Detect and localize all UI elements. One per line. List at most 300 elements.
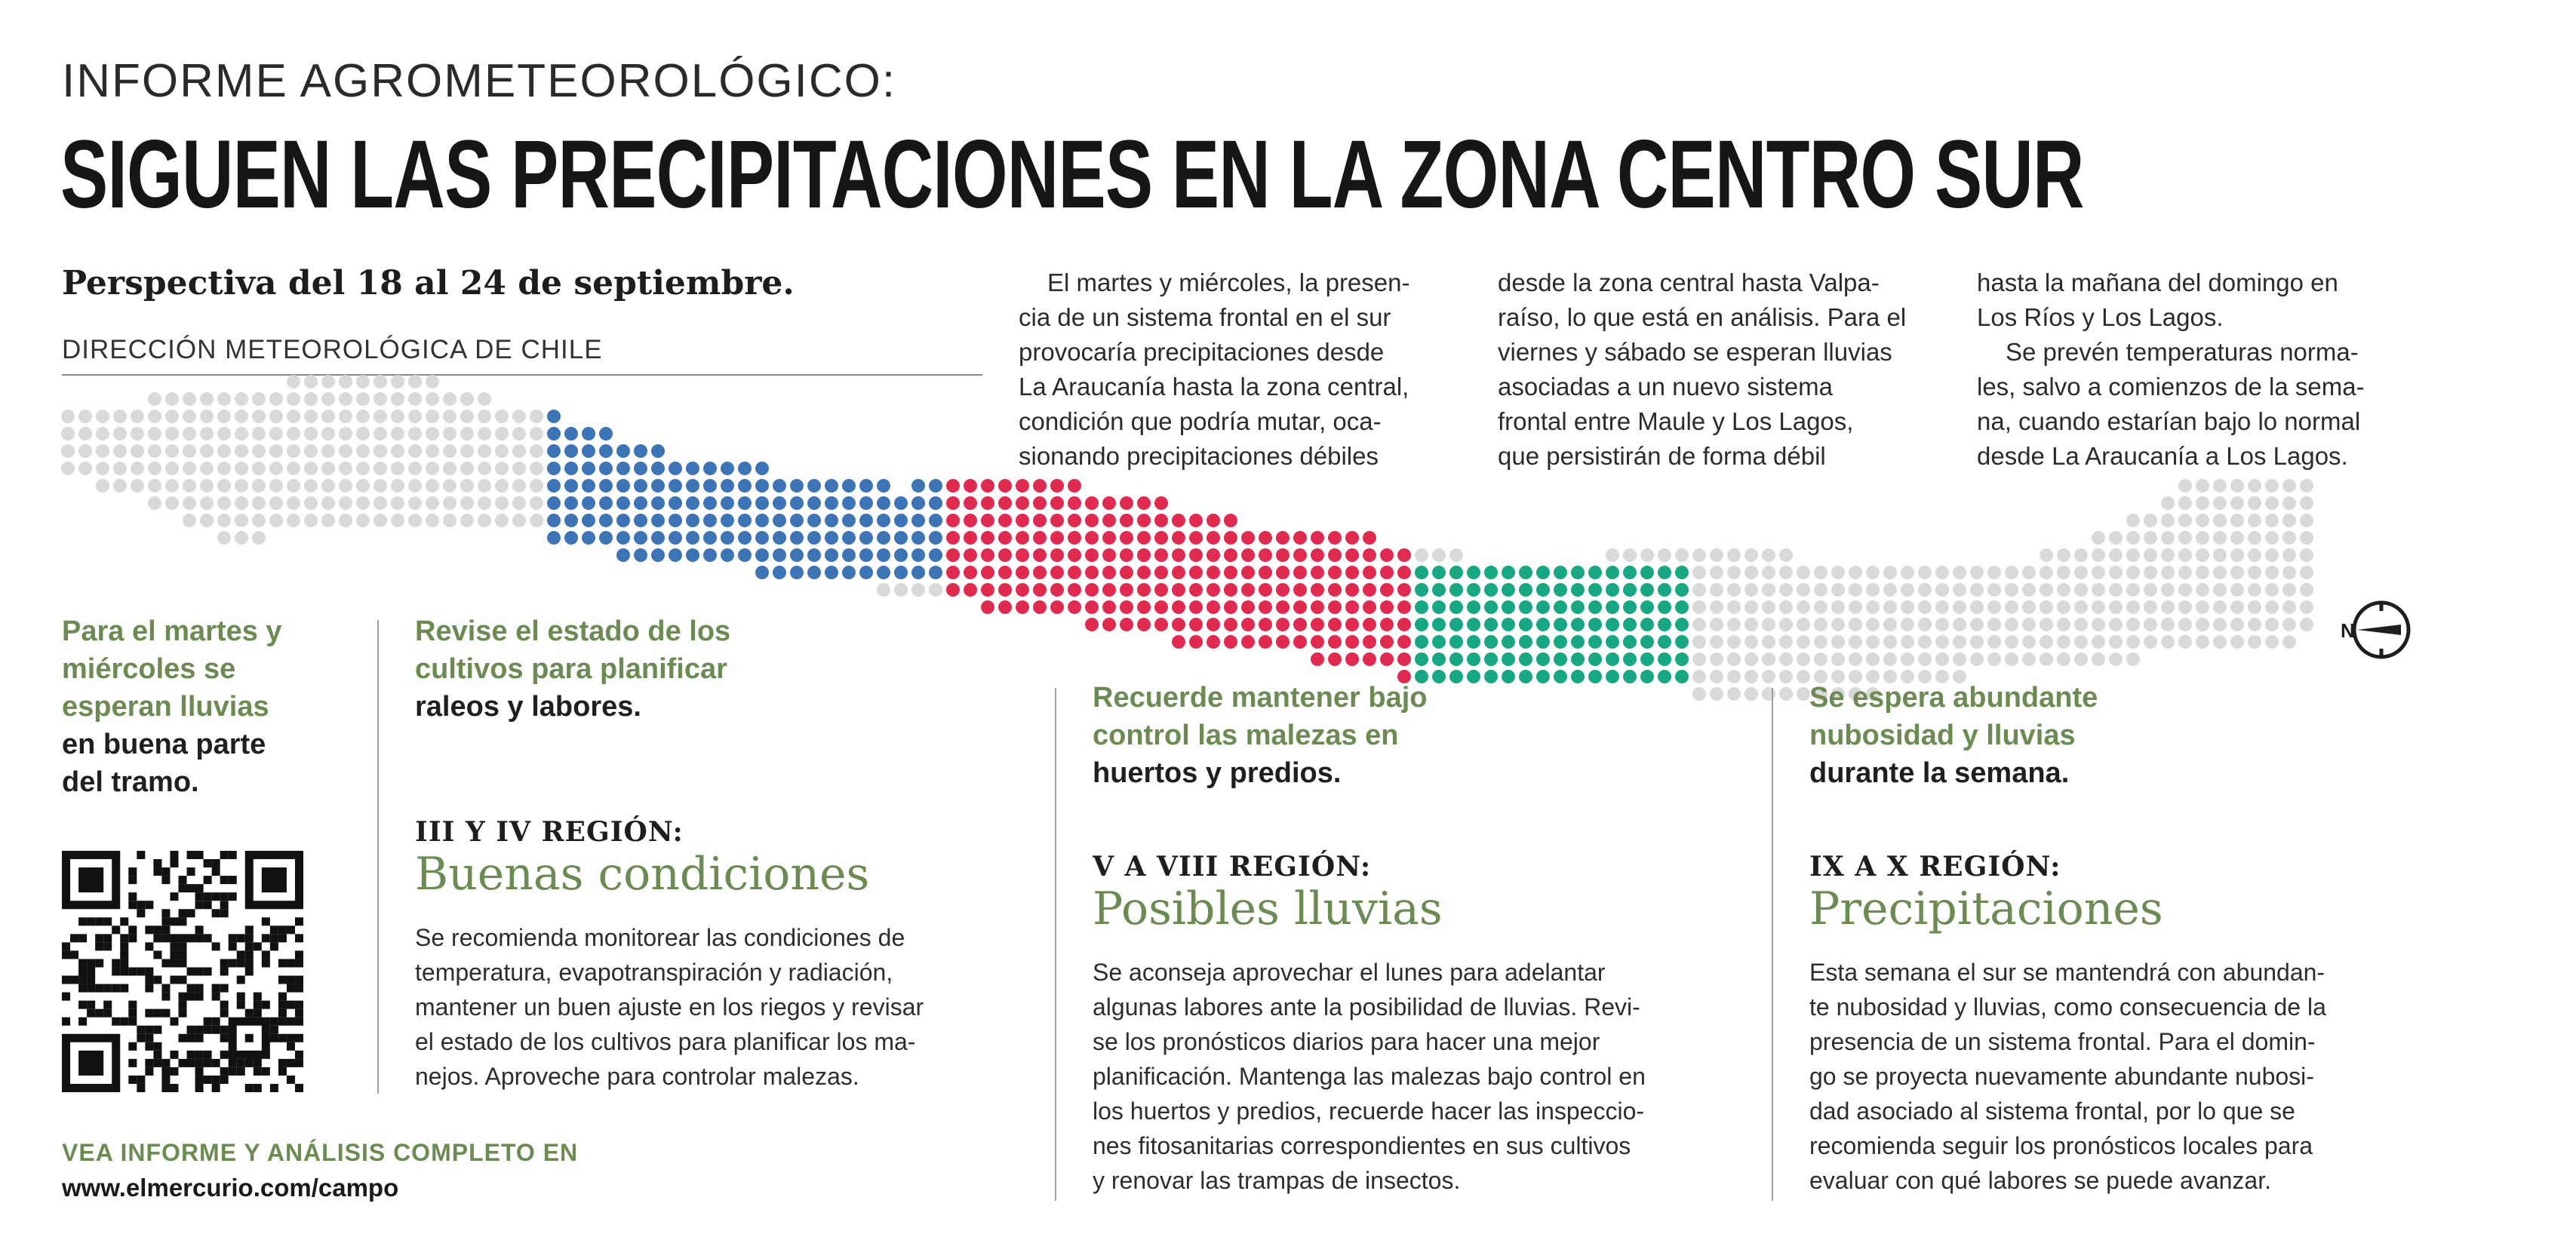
qr-module — [137, 1034, 145, 1042]
map-dot — [1224, 600, 1237, 614]
map-dot — [721, 479, 734, 493]
text-line: El martes y miércoles, la presen- — [1047, 269, 1410, 296]
qr-module — [161, 993, 170, 1001]
map-dot — [217, 462, 231, 475]
map-dot — [1449, 652, 1463, 666]
map-dot — [738, 479, 752, 493]
map-dot — [1241, 618, 1255, 631]
map-dot — [512, 427, 526, 440]
map-dot — [755, 566, 769, 579]
map-dot — [1692, 652, 1706, 666]
map-dot — [1640, 618, 1654, 631]
qr-module — [103, 1001, 112, 1009]
qr-module — [78, 1001, 87, 1009]
map-dot — [582, 427, 595, 440]
callout-line: miércoles se — [62, 653, 236, 685]
map-dot — [373, 375, 387, 388]
map-dot — [2126, 531, 2140, 545]
map-dot — [1883, 618, 1897, 631]
map-dot — [1033, 531, 1047, 545]
map-dot — [669, 496, 682, 510]
qr-module — [229, 892, 237, 901]
map-dot — [252, 410, 266, 423]
map-dot — [1744, 583, 1758, 597]
map-dot — [547, 462, 561, 475]
qr-module — [212, 984, 220, 993]
qr-module — [187, 1034, 195, 1042]
map-dot — [1831, 566, 1845, 579]
map-dot — [599, 514, 613, 527]
map-dot — [669, 462, 682, 475]
qr-module — [287, 1076, 295, 1084]
map-dot — [1068, 479, 1081, 493]
qr-module — [270, 1034, 278, 1042]
qr-module — [170, 1018, 178, 1026]
map-dot — [2126, 583, 2140, 597]
map-dot — [1068, 496, 1081, 510]
map-dot — [304, 462, 318, 475]
map-dot — [1901, 618, 1914, 631]
map-dot — [1883, 583, 1897, 597]
map-dot — [2282, 618, 2296, 631]
map-dot — [96, 462, 109, 475]
callout-line: Revise el estado de los — [415, 615, 731, 647]
qr-module — [212, 892, 220, 901]
qr-module — [170, 859, 178, 867]
qr-module — [295, 984, 303, 993]
map-dot — [1588, 583, 1602, 597]
map-dot — [356, 427, 370, 440]
source-agency: DIRECCIÓN METEOROLÓGICA DE CHILE — [62, 335, 603, 364]
map-dot — [1901, 583, 1914, 597]
text-line: se los pronósticos diarios para hacer una mejor — [1093, 1028, 1600, 1055]
map-dot — [1623, 548, 1637, 562]
map-dot — [304, 496, 318, 510]
map-dot — [1467, 618, 1480, 631]
map-dot — [1102, 618, 1116, 631]
map-dot — [1224, 583, 1237, 597]
map-dot — [1744, 635, 1758, 649]
qr-module — [120, 917, 128, 925]
qr-module — [195, 1051, 204, 1059]
qr-module — [270, 934, 278, 942]
map-dot — [981, 496, 994, 510]
map-dot — [2230, 566, 2244, 579]
qr-module — [178, 934, 186, 942]
map-dot — [1380, 618, 1394, 631]
qr-module — [278, 1059, 287, 1067]
map-dot — [183, 410, 196, 423]
qr-code-icon[interactable] — [62, 851, 303, 1092]
map-dot — [946, 479, 960, 493]
qr-module — [237, 976, 245, 984]
map-dot — [1345, 583, 1359, 597]
map-dot — [911, 566, 925, 579]
map-dot — [339, 410, 352, 423]
region-label: V A VIII REGIÓN: — [1093, 851, 1372, 882]
map-dot — [1640, 600, 1654, 614]
map-dot — [755, 496, 769, 510]
qr-module — [220, 1067, 229, 1076]
map-dot — [408, 444, 422, 458]
map-dot — [2022, 618, 2036, 631]
map-dot — [235, 514, 248, 527]
qr-module — [161, 1009, 170, 1018]
qr-module — [278, 1018, 287, 1026]
map-dot — [1640, 566, 1654, 579]
qr-module — [87, 959, 95, 967]
map-dot — [512, 479, 526, 493]
map-dot — [773, 479, 786, 493]
map-dot — [1935, 635, 1949, 649]
map-dot — [1744, 618, 1758, 631]
map-dot — [1137, 583, 1151, 597]
map-dot — [1432, 600, 1446, 614]
map-dot — [165, 479, 179, 493]
map-dot — [391, 496, 404, 510]
qr-module — [212, 859, 220, 867]
qr-module — [262, 1067, 270, 1076]
map-dot — [1727, 583, 1741, 597]
map-dot — [1415, 652, 1428, 666]
map-dot — [287, 427, 300, 440]
qr-module — [62, 950, 70, 959]
map-dot — [1033, 514, 1047, 527]
map-dot — [1415, 600, 1428, 614]
text-line: Se recomienda monitorear las condiciones de — [415, 924, 905, 951]
qr-module — [287, 1018, 295, 1026]
map-dot — [669, 479, 682, 493]
map-dot — [634, 479, 647, 493]
map-dot — [981, 514, 994, 527]
text-line: go se proyecta nuevamente abundante nubosi- — [1809, 1063, 2314, 1090]
map-dot — [131, 444, 144, 458]
map-dot — [1467, 652, 1480, 666]
qr-module — [295, 976, 303, 984]
compass-north-icon — [2339, 596, 2415, 664]
map-dot — [1380, 652, 1394, 666]
map-dot — [1276, 548, 1290, 562]
map-dot — [1727, 566, 1741, 579]
map-dot — [391, 427, 404, 440]
map-dot — [478, 496, 491, 510]
map-dot — [1328, 531, 1342, 545]
map-dot — [2057, 635, 2070, 649]
map-dot — [1102, 496, 1116, 510]
qr-module — [254, 1001, 262, 1009]
map-dot — [1640, 670, 1654, 683]
map-dot — [200, 444, 214, 458]
map-dot — [1380, 635, 1394, 649]
map-dot — [1762, 548, 1775, 562]
qr-module — [237, 934, 245, 942]
map-dot — [1016, 583, 1029, 597]
map-dot — [478, 479, 491, 493]
qr-module — [137, 1026, 145, 1034]
map-dot — [2022, 583, 2036, 597]
map-dot — [599, 496, 613, 510]
map-dot — [2040, 583, 2053, 597]
text-line: dad asociado al sistema frontal, por lo que se — [1809, 1097, 2295, 1125]
map-dot — [217, 531, 231, 545]
map-dot — [1883, 600, 1897, 614]
qr-module — [212, 1076, 220, 1084]
map-dot — [1744, 600, 1758, 614]
text-line: cia de un sistema frontal en el sur — [1019, 303, 1391, 331]
map-dot — [408, 410, 422, 423]
map-dot — [981, 531, 994, 545]
map-dot — [790, 496, 804, 510]
map-dot — [2005, 618, 2018, 631]
map-dot — [287, 392, 300, 406]
qr-module — [153, 1051, 161, 1059]
map-dot — [634, 514, 647, 527]
map-dot — [738, 531, 752, 545]
map-dot — [391, 462, 404, 475]
map-dot — [373, 496, 387, 510]
qr-module — [254, 1009, 262, 1018]
map-dot — [738, 462, 752, 475]
map-dot — [287, 462, 300, 475]
text-line: Se aconseja aprovechar el lunes para adelantar — [1093, 959, 1606, 986]
qr-module — [204, 1059, 212, 1067]
map-dot — [2109, 583, 2123, 597]
qr-module — [245, 1059, 254, 1067]
map-dot — [321, 392, 335, 406]
map-dot — [1675, 652, 1689, 666]
map-dot — [1502, 583, 1515, 597]
map-dot — [200, 496, 214, 510]
map-dot — [651, 444, 665, 458]
map-dot — [894, 583, 908, 597]
map-dot — [1692, 687, 1706, 701]
qr-module — [128, 1059, 137, 1067]
map-dot — [946, 514, 960, 527]
map-dot — [1623, 652, 1637, 666]
map-dot — [2178, 566, 2192, 579]
map-dot — [235, 427, 248, 440]
map-dot — [964, 566, 977, 579]
map-dot — [1380, 600, 1394, 614]
svg-text:N: N — [2341, 619, 2355, 642]
map-dot — [1467, 635, 1480, 649]
footer-link[interactable]: www.elmercurio.com/campo — [62, 1174, 399, 1202]
map-dot — [1588, 566, 1602, 579]
qr-module — [161, 1084, 170, 1092]
map-dot — [1154, 566, 1168, 579]
map-dot — [1345, 635, 1359, 649]
summary-column-1 — [1019, 266, 1464, 474]
qr-module — [254, 1067, 262, 1076]
map-dot — [2265, 635, 2279, 649]
map-dot — [1640, 548, 1654, 562]
qr-module — [128, 1042, 137, 1051]
map-dot — [1050, 531, 1064, 545]
map-dot — [1241, 635, 1255, 649]
map-dot — [1016, 479, 1029, 493]
map-dot — [1328, 600, 1342, 614]
map-dot — [1397, 583, 1411, 597]
qr-module — [112, 1018, 120, 1026]
map-dot — [616, 479, 630, 493]
qr-module — [153, 1009, 161, 1018]
map-dot — [1710, 687, 1723, 701]
map-dot — [825, 531, 838, 545]
map-dot — [1224, 514, 1237, 527]
map-dot — [512, 410, 526, 423]
qr-module — [204, 934, 212, 942]
map-dot — [1849, 566, 1862, 579]
map-dot — [911, 548, 925, 562]
map-dot — [304, 375, 318, 388]
map-dot — [304, 410, 318, 423]
qr-module — [145, 984, 153, 993]
map-dot — [1658, 652, 1671, 666]
map-dot — [1363, 652, 1376, 666]
map-dot — [321, 444, 335, 458]
map-dot — [408, 479, 422, 493]
map-dot — [2300, 531, 2313, 545]
summary-column-3 — [1977, 266, 2430, 474]
map-dot — [339, 514, 352, 527]
map-dot — [1866, 635, 1880, 649]
map-dot — [2265, 618, 2279, 631]
qr-module — [229, 1059, 237, 1067]
map-dot — [651, 514, 665, 527]
map-dot — [2213, 496, 2227, 510]
map-dot — [1554, 652, 1567, 666]
map-dot — [1363, 618, 1376, 631]
qr-module — [178, 876, 186, 884]
map-dot — [964, 548, 977, 562]
map-dot — [1120, 548, 1133, 562]
map-dot — [981, 566, 994, 579]
map-dot — [1050, 600, 1064, 614]
map-dot — [2248, 583, 2261, 597]
map-dot — [269, 496, 283, 510]
map-dot — [564, 479, 578, 493]
map-dot — [61, 427, 75, 440]
qr-module — [220, 1009, 229, 1018]
qr-module — [237, 1059, 245, 1067]
map-dot — [964, 531, 977, 545]
map-dot — [547, 427, 561, 440]
map-dot — [1658, 635, 1671, 649]
map-dot — [1744, 652, 1758, 666]
map-dot — [859, 479, 873, 493]
qr-module — [245, 1009, 254, 1018]
qr-module — [204, 1026, 212, 1034]
map-dot — [1050, 479, 1064, 493]
map-dot — [148, 479, 161, 493]
map-dot — [2161, 531, 2175, 545]
callout-line: cultivos para planificar — [415, 653, 727, 685]
map-dot — [1623, 566, 1637, 579]
map-dot — [1987, 618, 2001, 631]
map-dot — [721, 514, 734, 527]
map-dot — [408, 427, 422, 440]
map-dot — [2126, 618, 2140, 631]
map-dot — [2057, 583, 2070, 597]
map-dot — [2196, 635, 2209, 649]
map-dot — [599, 462, 613, 475]
map-dot — [1675, 618, 1689, 631]
qr-module — [145, 942, 153, 950]
map-dot — [391, 479, 404, 493]
qr-module — [295, 1009, 303, 1018]
map-dot — [1797, 635, 1810, 649]
map-dot — [2005, 566, 2018, 579]
map-dot — [217, 410, 231, 423]
map-dot — [1953, 566, 1966, 579]
column-divider — [377, 620, 379, 1094]
map-dot — [946, 548, 960, 562]
qr-module — [153, 859, 161, 867]
map-dot — [2300, 618, 2313, 631]
map-dot — [1675, 635, 1689, 649]
qr-module — [103, 917, 112, 925]
text-line: provocaría precipitaciones desde — [1019, 338, 1385, 366]
callout-lead — [62, 612, 379, 801]
map-dot — [1154, 514, 1168, 527]
map-dot — [1085, 514, 1099, 527]
map-dot — [495, 496, 509, 510]
map-dot — [1762, 618, 1775, 631]
map-dot — [2040, 635, 2053, 649]
map-dot — [1849, 652, 1862, 666]
map-dot — [564, 427, 578, 440]
map-dot — [408, 375, 422, 388]
map-dot — [2265, 583, 2279, 597]
map-dot — [408, 496, 422, 510]
map-dot — [2161, 514, 2175, 527]
map-dot — [1571, 618, 1585, 631]
map-dot — [1918, 635, 1932, 649]
map-dot — [1935, 618, 1949, 631]
qr-module — [87, 967, 95, 975]
map-dot — [634, 444, 647, 458]
qr-module — [195, 1034, 204, 1042]
map-dot — [1727, 670, 1741, 683]
map-dot — [1554, 618, 1567, 631]
map-dot — [287, 375, 300, 388]
qr-module — [78, 867, 103, 892]
map-dot — [1849, 618, 1862, 631]
map-dot — [773, 548, 786, 562]
map-dot — [911, 514, 925, 527]
qr-module — [178, 976, 186, 984]
map-dot — [1328, 618, 1342, 631]
map-dot — [1467, 600, 1480, 614]
region-block-north — [415, 816, 1019, 1094]
map-dot — [1050, 514, 1064, 527]
qr-module — [170, 1084, 178, 1092]
map-dot — [582, 496, 595, 510]
map-dot — [964, 583, 977, 597]
map-dot — [1727, 618, 1741, 631]
map-dot — [1831, 583, 1845, 597]
map-dot — [200, 392, 214, 406]
map-dot — [2005, 635, 2018, 649]
text-line: y renovar las trampas de insectos. — [1093, 1167, 1461, 1194]
map-dot — [1502, 652, 1515, 666]
map-dot — [2092, 600, 2105, 614]
map-dot — [1033, 566, 1047, 579]
map-dot — [252, 514, 266, 527]
map-dot — [1207, 635, 1220, 649]
map-dot — [2092, 531, 2105, 545]
map-dot — [1311, 566, 1324, 579]
